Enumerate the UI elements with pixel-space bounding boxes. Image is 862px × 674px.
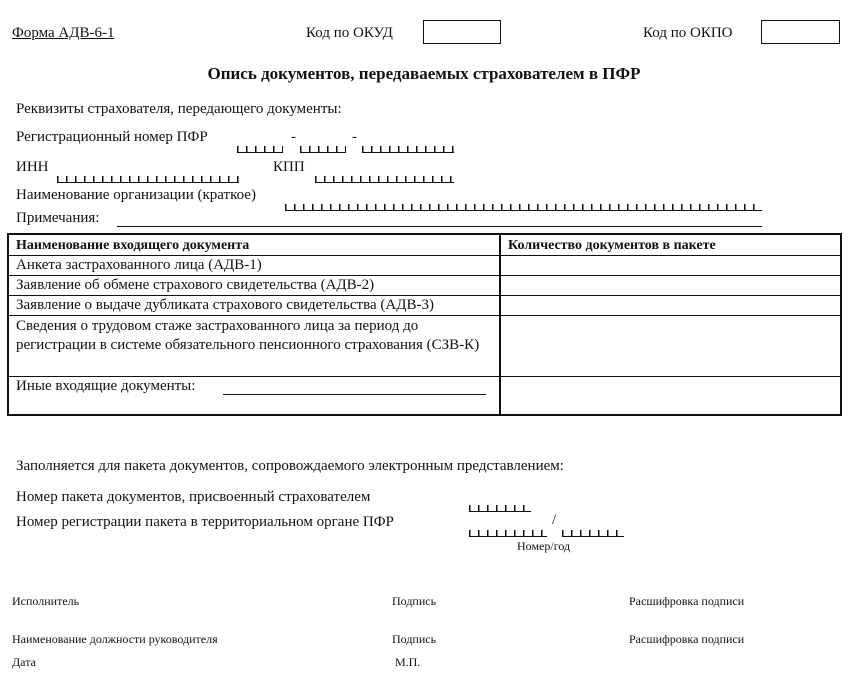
package-number-field[interactable] (469, 505, 531, 512)
notes-label: Примечания: (16, 210, 100, 226)
table-row (8, 256, 841, 276)
table-header-row (8, 234, 841, 256)
kpp-field[interactable] (315, 176, 454, 183)
org-name-field[interactable] (285, 204, 762, 211)
okud-input[interactable] (423, 20, 501, 44)
reg-number-part3-field[interactable] (362, 146, 454, 153)
row-label: Анкета застрахованного лица (АДВ-1) (8, 256, 500, 276)
requisites-heading: Реквизиты страхователя, передающего документы: (16, 101, 342, 117)
header-document-name: Наименование входящего документа (8, 234, 500, 256)
reg-number-dash-1: - (291, 129, 296, 145)
table-row (8, 296, 841, 316)
row-label: Иные входящие документы: (16, 378, 196, 394)
row-label: Сведения о трудовом стаже застрахованного лица за период до регистрации в системе обязательного пенсионного страхования (СЗВ-К) (8, 316, 500, 377)
inn-label: ИНН (16, 159, 49, 175)
inn-field[interactable] (57, 176, 239, 183)
count-cell[interactable] (500, 377, 841, 415)
count-cell[interactable] (500, 316, 841, 377)
okud-label: Код по ОКУД (306, 25, 393, 41)
count-cell[interactable] (500, 256, 841, 276)
count-cell[interactable] (500, 296, 841, 316)
row-label: Заявление об обмене страхового свидетельства (АДВ-2) (8, 276, 500, 296)
notes-field[interactable] (117, 226, 762, 227)
page-title: Опись документов, передаваемых страхователем в ПФР (207, 64, 641, 83)
registration-year-field[interactable] (562, 530, 624, 537)
registration-number-field[interactable] (469, 530, 547, 537)
signature-label-1: Подпись (392, 594, 437, 608)
signature-decode-label-1: Расшифровка подписи (629, 594, 745, 608)
form-label: Форма АДВ-6-1 (12, 25, 115, 41)
number-year-caption: Номер/год (517, 539, 571, 553)
reg-number-label: Регистрационный номер ПФР (16, 129, 208, 145)
okpo-input[interactable] (761, 20, 840, 44)
package-number-label: Номер пакета документов, присвоенный страхователем (16, 489, 371, 505)
table-row (8, 316, 841, 377)
other-documents-field[interactable] (223, 394, 486, 395)
signature-label-2: Подпись (392, 632, 437, 646)
executor-label: Исполнитель (12, 594, 80, 608)
documents-table (7, 233, 842, 416)
header-document-count: Количество документов в пакете (500, 234, 841, 256)
table-row (8, 276, 841, 296)
other-documents-cell (8, 377, 500, 415)
head-position-label: Наименование должности руководителя (12, 632, 218, 646)
okpo-label: Код по ОКПО (643, 25, 733, 41)
registration-slash: / (552, 512, 557, 528)
row-label: Заявление о выдаче дубликата страхового свидетельства (АДВ-3) (8, 296, 500, 316)
kpp-label: КПП (273, 159, 305, 175)
count-cell[interactable] (500, 276, 841, 296)
date-label: Дата (12, 655, 36, 669)
reg-number-part1-field[interactable] (237, 146, 283, 153)
org-name-label: Наименование организации (краткое) (16, 187, 256, 203)
reg-number-dash-2: - (352, 129, 357, 145)
signature-decode-label-2: Расшифровка подписи (629, 632, 745, 646)
electronic-heading: Заполняется для пакета документов, сопровождаемого электронным представлением: (16, 458, 564, 474)
table-row (8, 377, 841, 415)
seal-label: М.П. (395, 655, 421, 669)
registration-number-label: Номер регистрации пакета в территориальном органе ПФР (16, 514, 394, 530)
reg-number-part2-field[interactable] (300, 146, 346, 153)
